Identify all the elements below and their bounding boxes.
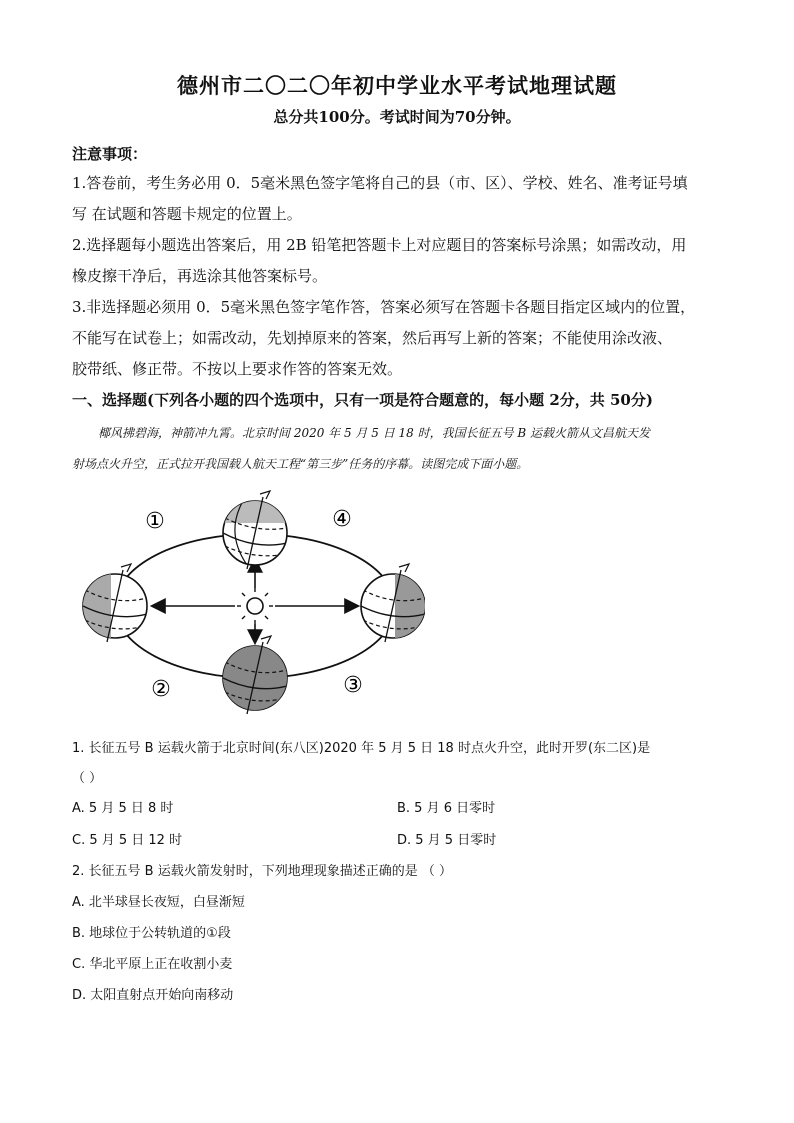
- notice-item-2-line-1: 2.选择题每小题选出答案后，用 2B 铅笔把答题卡上对应题目的答案标号涂黑；如需改动，用: [72, 236, 687, 254]
- orbit-label-3: ③: [343, 673, 363, 698]
- section-1-heading: 一、选择题(下列各小题的四个选项中，只有一项是符合题意的，每小题 2分，共 50分): [72, 391, 653, 409]
- question-2-option-c: C. 华北平原上正在收割小麦: [72, 957, 233, 972]
- orbit-label-1: ①: [145, 509, 165, 534]
- passage-line-2: 射场点火升空，正式拉开我国载人航天工程“第三步”任务的序幕。读图完成下面小题。: [72, 457, 529, 471]
- question-1-stem-line-2: （ ）: [72, 771, 103, 786]
- passage-line-1: 椰风拂碧海，神箭冲九霄。北京时间 2020 年 5 月 5 日 18 时，我国长征五号 B 运载火箭从文昌航天发: [98, 426, 651, 440]
- orbit-label-2: ②: [151, 677, 171, 702]
- notice-item-1-line-1: 1.答卷前，考生务必用 0．5毫米黑色签字笔将自己的县（市、区）、学校、姓名、准考证号填: [72, 174, 688, 192]
- globe-right: [361, 564, 425, 642]
- globe-bottom: [223, 636, 287, 714]
- exam-title: 德州市二〇二〇年初中学业水平考试地理试题: [177, 73, 617, 98]
- question-2-stem: 2. 长征五号 B 运载火箭发射时，下列地理现象描述正确的是 （ ）: [72, 864, 452, 879]
- globe-left: [83, 564, 147, 642]
- question-1-option-c: C. 5 月 5 日 12 时: [72, 833, 183, 848]
- globe-top: [223, 491, 287, 569]
- exam-subtitle: 总分共100分。考试时间为70分钟。: [273, 108, 521, 126]
- earth-orbit-figure: [75, 488, 425, 718]
- question-1-option-a: A. 5 月 5 日 8 时: [72, 801, 174, 816]
- notice-item-3-line-1: 3.非选择题必须用 0．5毫米黑色签字笔作答，答案必须写在答题卡各题目指定区域内的位置，: [72, 298, 696, 316]
- notice-item-3-line-3: 胶带纸、修正带。不按以上要求作答的答案无效。: [72, 360, 403, 378]
- notice-heading: 注意事项：: [72, 145, 148, 163]
- notice-item-2-line-2: 橡皮擦干净后，再选涂其他答案标号。: [72, 267, 328, 285]
- orbit-label-4: ④: [332, 507, 352, 532]
- notice-item-3-line-2: 不能写在试卷上；如需改动，先划掉原来的答案，然后再写上新的答案；不能使用涂改液、: [72, 329, 673, 347]
- question-2-option-d: D. 太阳直射点开始向南移动: [72, 988, 234, 1003]
- question-1-stem-line-1: 1. 长征五号 B 运载火箭于北京时间(东八区)2020 年 5 月 5 日 18 时点火升空，此时开罗(东二区)是: [72, 741, 651, 756]
- question-1-option-d: D. 5 月 5 日零时: [397, 833, 497, 848]
- question-2-option-b: B. 地球位于公转轨道的①段: [72, 926, 231, 941]
- question-1-option-b: B. 5 月 6 日零时: [397, 801, 496, 816]
- question-2-option-a: A. 北半球昼长夜短，白昼渐短: [72, 895, 245, 910]
- notice-item-1-line-2: 写 在试题和答题卡规定的位置上。: [72, 205, 302, 223]
- sun-icon: [237, 588, 273, 624]
